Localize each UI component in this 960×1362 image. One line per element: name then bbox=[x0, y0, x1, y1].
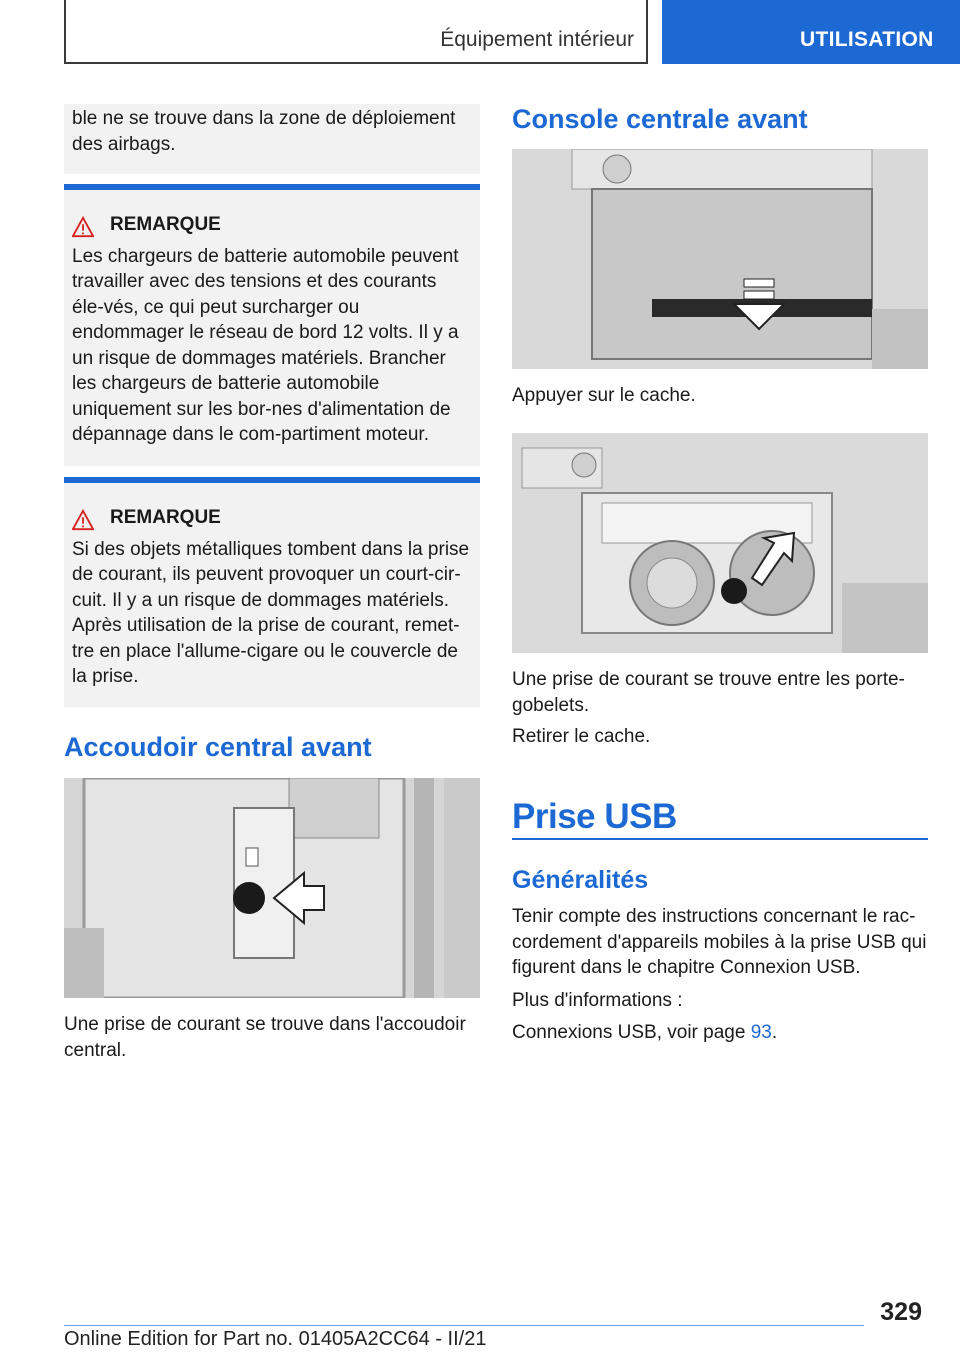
note-1-text: Les chargeurs de batterie automobile peuvent travailler avec des tensions et des courants éle-vés, ce qui peut surcharger ou endommager le réseau de bord 12 volts. Il y a un risque de dommages matériels. Brancher les chargeurs de batterie automobile uniquement sur les bor-nes d'alimentation de dépannage dans le com-partiment moteur. bbox=[72, 245, 459, 445]
general-text: Tenir compte des instructions concernant le rac-cordement d'appareils mobiles à la prise USB qui figurent dans le chapitre Connexion USB. bbox=[512, 906, 927, 978]
general-block bbox=[512, 904, 928, 1046]
page-number: 329 bbox=[880, 1298, 922, 1326]
armrest-image bbox=[64, 778, 480, 998]
header-chapter-tab[interactable] bbox=[662, 0, 960, 64]
armrest-heading: Accoudoir central avant bbox=[64, 732, 372, 762]
warning-icon bbox=[72, 509, 94, 531]
note-1-title: REMARQUE bbox=[110, 214, 221, 235]
console-caption-3: Retirer le cache. bbox=[512, 726, 651, 747]
usb-reference bbox=[512, 1020, 928, 1046]
usb-reference-end: . bbox=[771, 1022, 778, 1043]
page-93-link[interactable]: 93 bbox=[750, 1022, 772, 1043]
general-heading: Généralités bbox=[512, 866, 649, 894]
caption-2-block bbox=[512, 667, 928, 750]
console-heading: Console centrale avant bbox=[512, 104, 808, 134]
usb-reference-text: Connexions USB, voir page bbox=[512, 1022, 751, 1043]
usb-heading-rule bbox=[512, 838, 928, 840]
console-caption-2: Une prise de courant se trouve entre les porte-gobelets. bbox=[512, 669, 905, 716]
warning-icon bbox=[72, 216, 94, 238]
footer-rule bbox=[64, 1325, 864, 1326]
header-section-tab bbox=[64, 0, 648, 64]
armrest-caption-block bbox=[64, 1012, 480, 1063]
console-caption-1: Appuyer sur le cache. bbox=[512, 385, 696, 406]
more-info-text: Plus d'informations : bbox=[512, 989, 683, 1011]
usb-heading: Prise USB bbox=[512, 797, 677, 836]
header-chapter-title: UTILISATION bbox=[800, 28, 934, 51]
note-box-2 bbox=[64, 477, 480, 707]
note-box-1 bbox=[64, 184, 480, 466]
header-section-title: Équipement intérieur bbox=[440, 28, 634, 51]
intro-box bbox=[64, 104, 480, 174]
note-2-text: Si des objets métalliques tombent dans la prise de courant, ils peuvent provoquer un court-cir-cuit. Il y a un risque de dommages matériels. Après utilisation de la prise de courant, remet-tre en place l'allume-cigare ou le couvercle de la prise. bbox=[72, 538, 470, 687]
console-cover-image bbox=[512, 149, 928, 369]
armrest-caption: Une prise de courant se trouve dans l'accoudoir central. bbox=[64, 1014, 466, 1061]
caption-1-block bbox=[512, 383, 928, 409]
note-2-title: REMARQUE bbox=[110, 507, 221, 528]
console-socket-image bbox=[512, 433, 928, 653]
intro-text: ble ne se trouve dans la zone de déploiement des airbags. bbox=[72, 108, 456, 155]
footer-edition: Online Edition for Part no. 01405A2CC64 - II/21 bbox=[64, 1328, 487, 1350]
